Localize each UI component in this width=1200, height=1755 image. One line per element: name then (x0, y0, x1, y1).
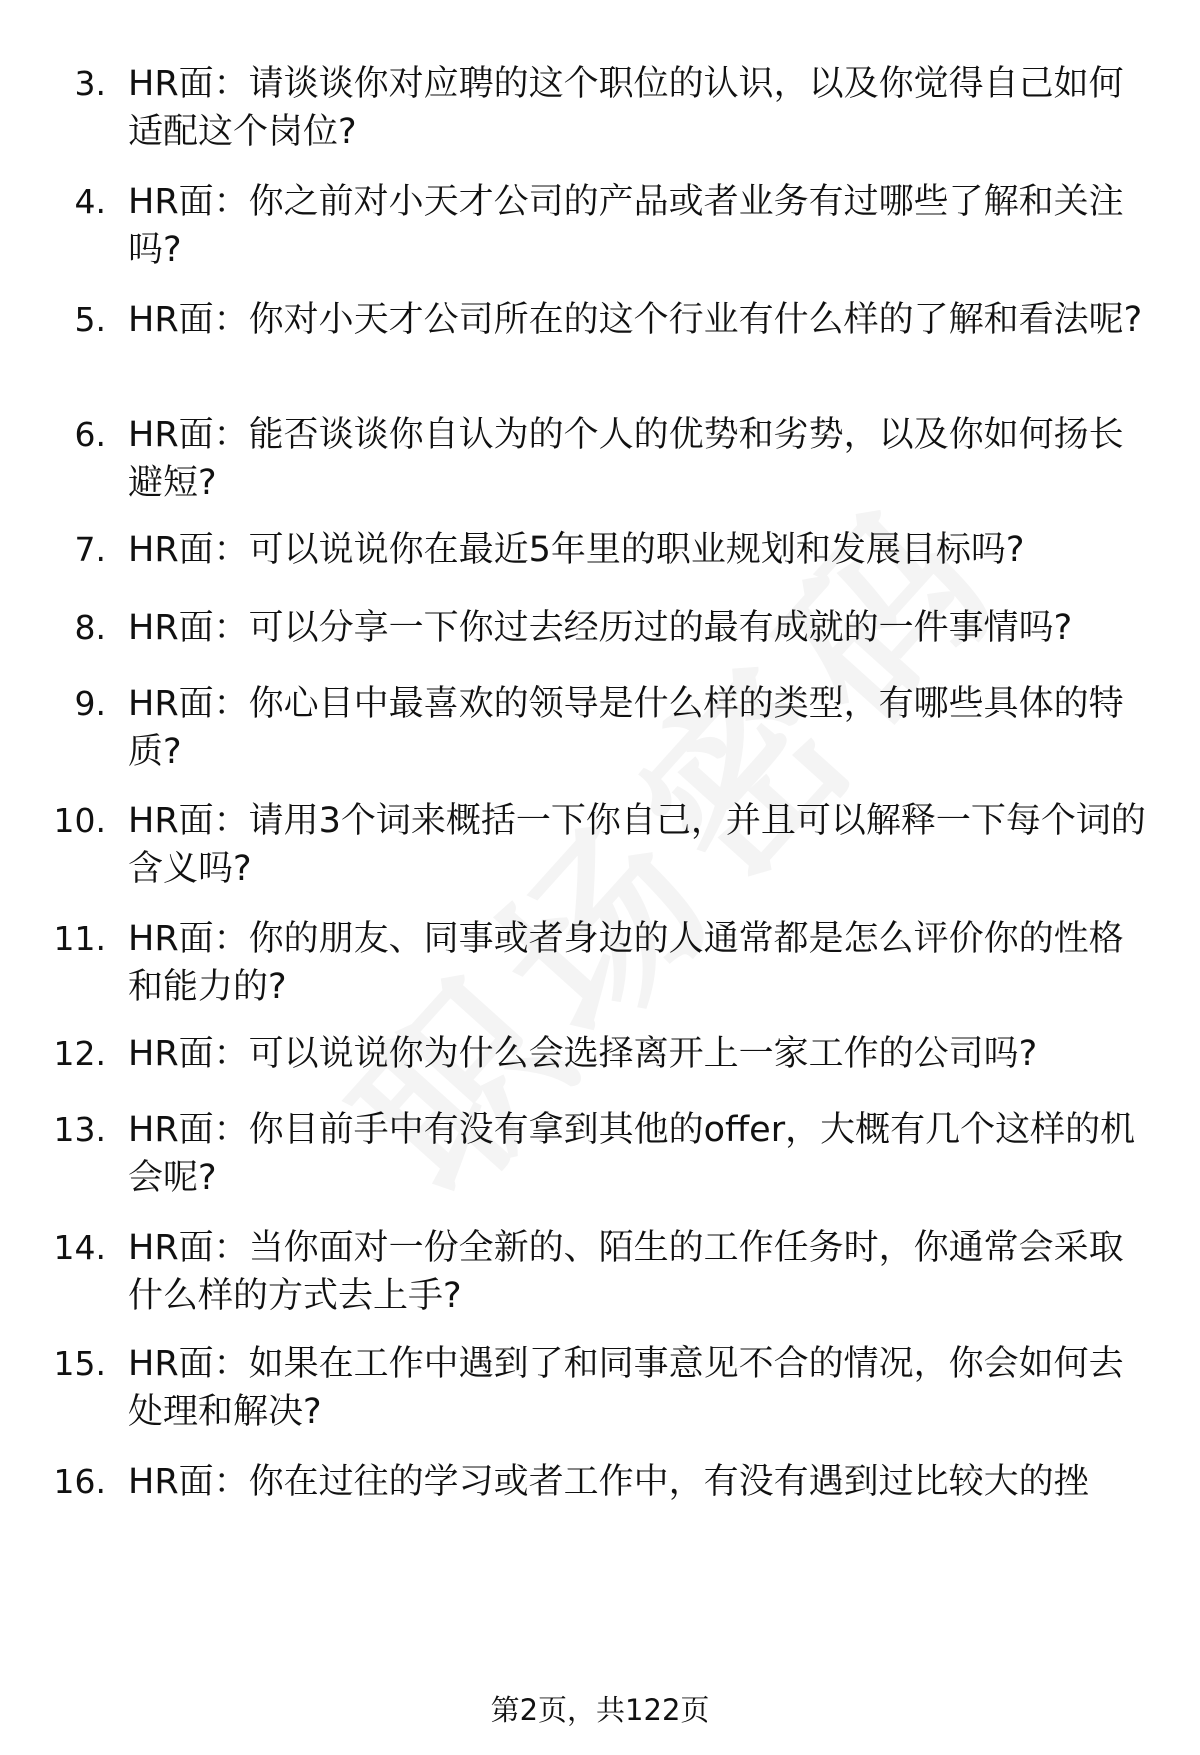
question-number: 6. (74, 415, 106, 454)
question-number: 7. (74, 530, 106, 569)
question-number: 10. (53, 801, 106, 840)
question-number: 12. (53, 1034, 106, 1073)
question-number: 11. (53, 919, 106, 958)
question-text: HR面：你在过往的学习或者工作中，有没有遇到过比较大的挫 (128, 1462, 1089, 1502)
question-number: 4. (74, 182, 106, 221)
question-text: HR面：请谈谈你对应聘的这个职位的认识，以及你觉得自己如何适配这个岗位? (128, 64, 1124, 152)
question-number: 9. (74, 684, 106, 723)
question-text: HR面：能否谈谈你自认为的个人的优势和劣势，以及你如何扬长避短? (128, 415, 1124, 503)
question-number: 8. (74, 608, 106, 647)
question-text: HR面：如果在工作中遇到了和同事意见不合的情况，你会如何去处理和解决? (128, 1344, 1124, 1432)
question-text: HR面：当你面对一份全新的、陌生的工作任务时，你通常会采取什么样的方式去上手? (128, 1228, 1124, 1316)
question-text: HR面：你目前手中有没有拿到其他的offer，大概有几个这样的机会呢? (128, 1110, 1136, 1198)
question-text: HR面：可以说说你为什么会选择离开上一家工作的公司吗? (128, 1034, 1038, 1074)
question-text: HR面：可以分享一下你过去经历过的最有成就的一件事情吗? (128, 608, 1073, 648)
question-number: 14. (53, 1228, 106, 1267)
question-number: 13. (53, 1110, 106, 1149)
question-number: 3. (74, 64, 106, 103)
question-number: 16. (53, 1462, 106, 1501)
question-text: HR面：请用3个词来概括一下你自己，并且可以解释一下每个词的含义吗? (128, 801, 1146, 889)
question-text: HR面：你对小天才公司所在的这个行业有什么样的了解和看法呢? (128, 300, 1143, 340)
question-text: HR面：可以说说你在最近5年里的职业规划和发展目标吗? (128, 530, 1025, 570)
question-text: HR面：你的朋友、同事或者身边的人通常都是怎么评价你的性格和能力的? (128, 919, 1124, 1007)
question-text: HR面：你之前对小天才公司的产品或者业务有过哪些了解和关注吗? (128, 182, 1124, 270)
question-number: 5. (74, 300, 106, 339)
question-text: HR面：你心目中最喜欢的领导是什么样的类型，有哪些具体的特质? (128, 684, 1124, 772)
page-number: 第2页，共122页 (490, 1693, 710, 1727)
question-number: 15. (53, 1344, 106, 1383)
